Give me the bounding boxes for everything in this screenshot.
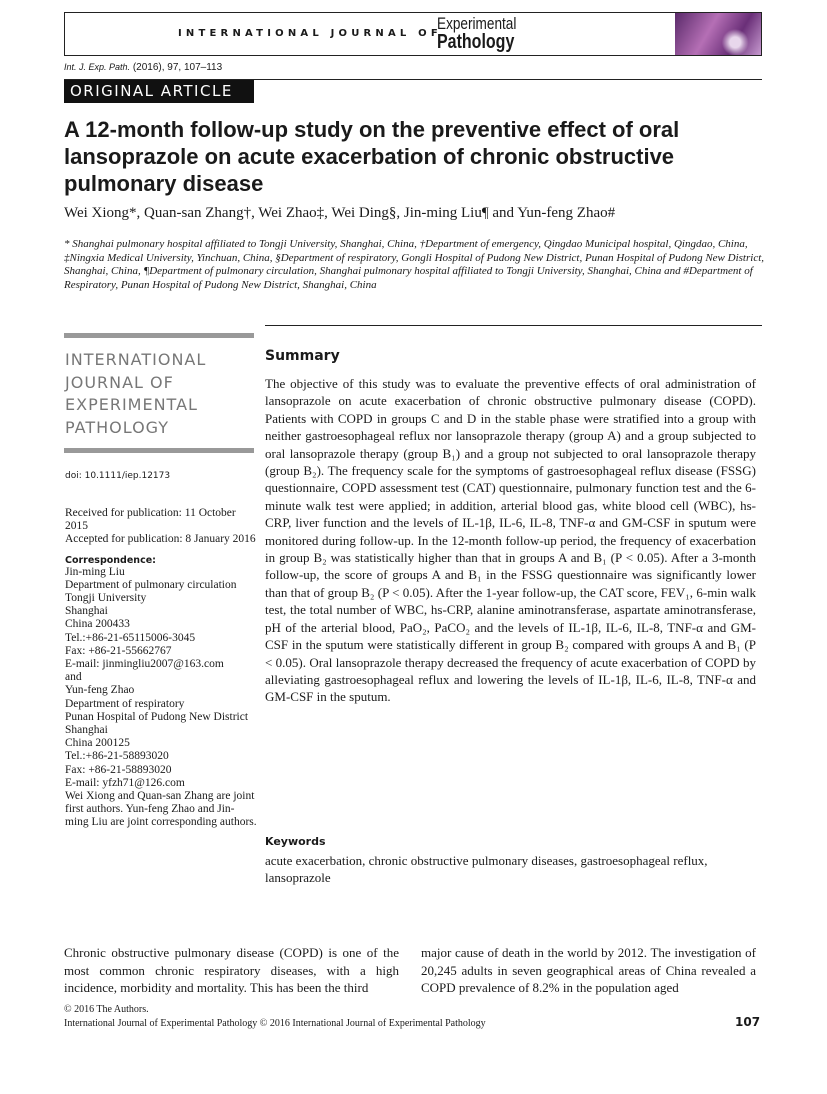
- journal-banner: [64, 12, 762, 56]
- citation: [64, 62, 222, 73]
- correspondence-line: Tongji University: [65, 592, 147, 605]
- sidebar-journal-name: INTERNATIONAL JOURNAL OF EXPERIMENTAL PATHOLOGY: [65, 350, 207, 437]
- sidebar-bar: [64, 448, 254, 453]
- affiliations: * Shanghai pulmonary hospital affiliated to Tongji University, Shanghai, China, †Department of emergency, Qingdao Municipal hospital, Qingdao, China, ‡Ningxia Medical University, Yinchuan, China, §Department of respiratory, Gongli Hospital of Pudong New District, Punan Hospital of Pudong New District, Shanghai, China, ¶Department of pulmonary circulation, Shanghai pulmonary hospital affiliated to Tongji University, Shanghai, China and #Department of Respiratory, Punan Hospital of Pudong New District, Shanghai, China: [64, 238, 765, 292]
- body-column-2: major cause of death in the world by 2012. The investigation of 20,245 adults in seven geographical areas of China revealed a COPD prevalence of 8.2% in the population aged: [421, 945, 756, 995]
- correspondence-line: Department of pulmonary circulation: [65, 578, 237, 591]
- body-column-1: Chronic obstructive pulmonary disease (COPD) is one of the most common chronic respiratory diseases, with a high incidence, morbidity and mortality. This has been the third: [64, 945, 399, 995]
- citation-abbrev: Int. J. Exp. Path.: [64, 62, 131, 72]
- summary-heading: Summary: [265, 348, 340, 364]
- sidebar-bar: [64, 333, 254, 338]
- correspondence-line: Wei Xiong and Quan-san Zhang are joint first authors. Yun-feng Zhao and Jin-ming Liu are joint corresponding authors.: [65, 790, 257, 829]
- correspondence-line[interactable]: E-mail: yfzh71@126.com: [65, 776, 185, 789]
- journal-name-line1: Experimental: [437, 14, 517, 33]
- authors: Wei Xiong*, Quan-san Zhang†, Wei Zhao‡, Wei Ding§, Jin-ming Liu¶ and Yun-feng Zhao#: [64, 205, 616, 221]
- page-number: 107: [735, 1015, 761, 1029]
- correspondence-line: Yun-feng Zhao: [65, 684, 135, 697]
- article-type-label: ORIGINAL ARTICLE: [64, 80, 254, 103]
- keywords-text: acute exacerbation, chronic obstructive pulmonary diseases, gastroesophageal reflux, lansoprazole: [265, 853, 708, 885]
- accepted-date: Accepted for publication: 8 January 2016: [65, 533, 256, 546]
- correspondence-line: Department of respiratory: [65, 697, 185, 710]
- journal-cover-image: [675, 13, 761, 55]
- journal-name-line2: Pathology: [437, 31, 515, 53]
- copyright: © 2016 The Authors.: [64, 1004, 149, 1015]
- correspondence-line: Punan Hospital of Pudong New District: [65, 710, 249, 723]
- correspondence-line: China 200125: [65, 737, 130, 750]
- journal-prefix: INTERNATIONAL JOURNAL OF: [178, 28, 442, 39]
- correspondence-line[interactable]: E-mail: jinmingliu2007@163.com: [65, 658, 224, 671]
- article-title: A 12-month follow-up study on the preventive effect of oral lansoprazole on acute exacerbation of chronic obstructive pulmonary disease: [64, 117, 680, 196]
- sidebar-info: [65, 507, 257, 830]
- correspondence-list: [65, 566, 257, 830]
- correspondence-line: Shanghai: [65, 724, 108, 737]
- correspondence-line: Shanghai: [65, 605, 108, 618]
- correspondence-label: Correspondence:: [65, 554, 156, 566]
- correspondence-line: Fax: +86-21-55662767: [65, 644, 172, 657]
- correspondence-line: and: [65, 671, 82, 684]
- summary-text: The objective of this study was to evaluate the preventive effects of oral administration of lansoprazole on acute exacerbation of chronic obstructive pulmonary disease (COPD). Patients with COPD in groups C and D in the stable phase were stratified into a group with neither gastroesophageal reflux nor lansoprazole therapy (group A) and a group subjected to oral lansoprazole therapy (group B₁) and a group not subjected to oral lansoprazole therapy (group B₂). The frequency scale for the symptoms of gastroesophageal reflux disease (FSSG) questionnaire, COPD assessment test (CAT) questionnaire, pulmonary function test and the 6-minute walk test were applied; in addition, arterial blood gas, white blood cell (WBC), hs-CRP, liver function and the levels of IL-1β, IL-6, IL-8, TNF-α and GM-CSF in sputum were monitored during follow-up. In the 12-month follow-up period, the frequency of exacerbation in group B₂ was statistically higher than that in groups A and B₁ (P < 0.05). After a 3-month follow-up, the score of groups A and B₁ in the FSSG questionnaire was significantly lower than that of group B₂ (P < 0.05). After the 1-year follow-up, the CAT score, FEV₁, 6-min walk test, the total number of WBC, hs-CRP, alanine aminotransferase, aspartate aminotransferase, pH of the arterial blood, PaO₂, PaCO₂ and the levels of IL-1β, IL-6, IL-8, TNF-α and GM-CSF in the sputum were statistically different in group B₂ compared with groups A and B₁ (P < 0.05). Oral lansoprazole therapy decreased the frequency of acute exacerbation of COPD by alleviating gastroesophageal reflux and lowering the levels of IL-1β, IL-6, IL-8, TNF-α and GM-CSF in the sputum.: [265, 376, 756, 705]
- correspondence-line: Tel.:+86-21-65115006-3045: [65, 631, 196, 644]
- correspondence-line: China 200433: [65, 618, 130, 631]
- correspondence-line: Jin-ming Liu: [65, 565, 125, 578]
- doi-link[interactable]: doi: 10.1111/iep.12173: [65, 471, 171, 481]
- received-date: Received for publication: 11 October 2015: [65, 507, 236, 533]
- correspondence-line: Fax: +86-21-58893020: [65, 763, 172, 776]
- divider: [265, 325, 762, 326]
- footer-journal: International Journal of Experimental Pathology © 2016 International Journal of Experimental Pathology: [64, 1018, 486, 1029]
- keywords-heading: Keywords: [265, 835, 326, 848]
- correspondence-line: Tel.:+86-21-58893020: [65, 750, 169, 763]
- citation-details: (2016), 97, 107–113: [132, 62, 223, 73]
